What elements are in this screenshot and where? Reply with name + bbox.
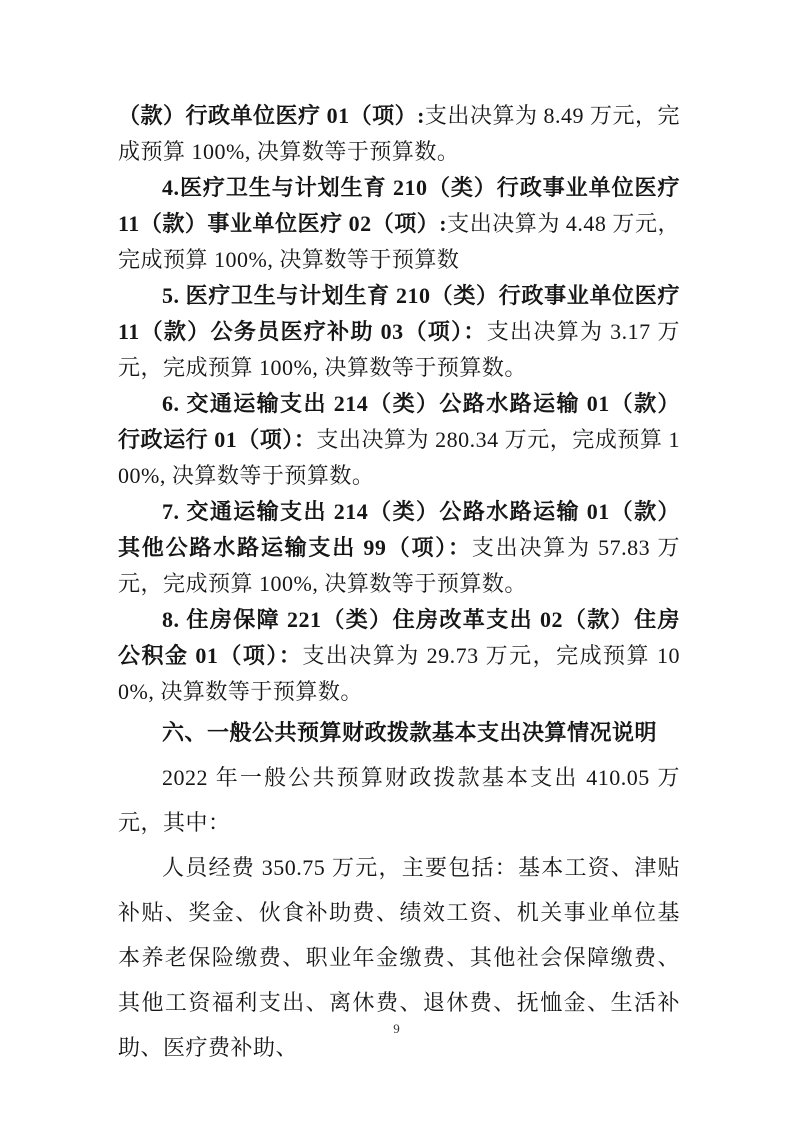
paragraph-text: 支出决算为 280.34 万元，完成预算 100%, 决算数等于预算数。 [118,427,680,488]
paragraph [118,602,680,710]
paragraph-lead: 8. 住房保障 221（类）住房改革支出 02（款）住房公积金 01（项）： [118,607,680,668]
paragraph-text: 支出决算为 57.83 万元，完成预算 100%, 决算数等于预算数。 [118,535,680,596]
section-heading-text: 六、一般公共预算财政拨款基本支出决算情况说明 [162,720,658,745]
paragraph [118,170,680,278]
paragraph-lead: 7. 交通运输支出 214（类）公路水路运输 01（款）其他公路水路运输支出 99（项）： [118,499,680,560]
paragraph [118,98,680,170]
page-content [118,98,680,1070]
paragraph-lead: 4.医疗卫生与计划生育 210（类）行政事业单位医疗 11（款）事业单位医疗 02（项）: [118,175,680,236]
paragraph-text: 支出决算为 8.49 万元，完成预算 100%, 决算数等于预算数。 [118,103,680,164]
section-heading [118,710,680,755]
paragraph [118,494,680,602]
paragraph [118,755,680,845]
page-footer [0,1020,793,1038]
paragraph-lead: 6. 交通运输支出 214（类）公路水路运输 01（款）行政运行 01（项）： [118,391,680,452]
paragraph-text: 支出决算为 29.73 万元，完成预算 100%, 决算数等于预算数。 [118,643,680,704]
paragraph-text: 支出决算为 3.17 万元，完成预算 100%, 决算数等于预算数。 [118,319,680,380]
paragraph [118,386,680,494]
paragraph [118,278,680,386]
paragraph-lead: （款）行政单位医疗 01（项）: [118,103,425,128]
paragraph-lead: 5. 医疗卫生与计划生育 210（类）行政事业单位医疗 11（款）公务员医疗补助 03（项）： [118,283,680,344]
paragraph-text: 支出决算为 4.48 万元，完成预算 100%, 决算数等于预算数 [118,211,680,272]
page-number: 9 [393,1021,400,1036]
paragraph-text: 人员经费 350.75 万元，主要包括：基本工资、津贴补贴、奖金、伙食补助费、绩效工资、机关事业单位基本养老保险缴费、职业年金缴费、其他社会保障缴费、其他工资福利支出、离休费、退休费、抚恤金、生活补助、医疗费补助、 [118,855,680,1060]
paragraph-text: 2022 年一般公共预算财政拨款基本支出 410.05 万元，其中： [118,765,680,835]
